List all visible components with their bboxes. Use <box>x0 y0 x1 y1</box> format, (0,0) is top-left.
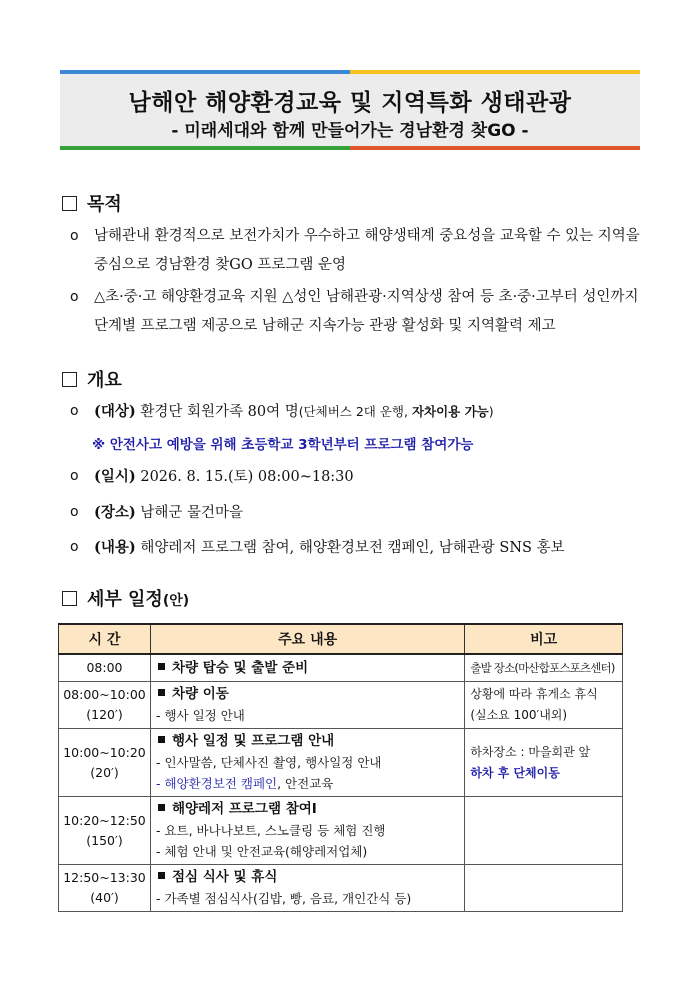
circle-bullet-icon: o <box>70 504 79 520</box>
content-cell: 차량 이동 - 행사 일정 안내 <box>150 682 464 729</box>
square-bullet-icon <box>158 872 165 879</box>
title-bar-blue <box>60 70 350 74</box>
overview-date: o (일시) 2026. 8. 15.(토) 08:00~18:30 <box>70 462 650 492</box>
title-bar-red <box>350 146 640 150</box>
circle-bullet-icon: o <box>70 468 79 484</box>
overview-target: o (대상) 환경단 회원가족 80여 명(단체버스 2대 운행, 자차이용 가능) <box>70 397 650 427</box>
circle-bullet-icon: o <box>70 539 79 555</box>
title-bar-yellow <box>350 70 640 74</box>
column-header-time: 시 간 <box>59 624 151 654</box>
table-row <box>59 682 623 729</box>
square-bullet-icon <box>158 736 165 743</box>
checkbox-square-icon <box>62 591 77 606</box>
time-cell: 12:50~13:30 (40′) <box>59 865 151 912</box>
document-subtitle: - 미래세대와 함께 만들어가는 경남환경 찾GO - <box>171 121 529 141</box>
remark-cell: 출발 장소(마산합포스포츠센터) <box>465 654 623 682</box>
checkbox-square-icon <box>62 196 77 211</box>
schedule-table <box>58 623 623 912</box>
circle-bullet-icon: o <box>70 403 79 419</box>
overview-place: o (장소) 남해군 물건마을 <box>70 498 650 528</box>
content-cell: 점심 식사 및 휴식 - 가족별 점심식사(김밥, 빵, 음료, 개인간식 등) <box>150 865 464 912</box>
column-header-remarks: 비고 <box>465 624 623 654</box>
table-header-row <box>59 624 623 654</box>
title-box <box>60 70 640 150</box>
remark-cell: 하차장소 : 마을회관 앞 하차 후 단체이동 <box>465 729 623 797</box>
checkbox-square-icon <box>62 372 77 387</box>
content-cell: 해양레저 프로그램 참여Ⅰ - 요트, 바나나보트, 스노클링 등 체험 진행 - 체험 안내 및 안전교육(해양레저업체) <box>150 797 464 865</box>
table-row <box>59 729 623 797</box>
section-heading-purpose: 목적 <box>62 190 122 216</box>
title-bar-green <box>60 146 350 150</box>
square-bullet-icon <box>158 804 165 811</box>
overview-content: o (내용) 해양레저 프로그램 참여, 해양환경보전 캠페인, 남해관광 SNS 홍보 <box>70 533 650 563</box>
table-row <box>59 797 623 865</box>
purpose-item-2: o △초·중·고 해양환경교육 지원 △성인 남해관광·지역상생 참여 등 초·중·고부터 성인까지 단계별 프로그램 제공으로 남해군 지속가능 관광 활성화 및 지역활력 제고 <box>70 283 650 341</box>
time-cell: 10:20~12:50 (150′) <box>59 797 151 865</box>
time-cell: 08:00~10:00 (120′) <box>59 682 151 729</box>
purpose-item-1: o 남해관내 환경적으로 보전가치가 우수하고 해양생태계 중요성을 교육할 수 있는 지역을 중심으로 경남환경 찾GO 프로그램 운영 <box>70 222 650 280</box>
section-heading-schedule: 세부 일정(안) <box>62 585 189 611</box>
target-label: (대상) <box>94 403 136 420</box>
safety-note: ※ 안전사고 예방을 위해 초등학교 3학년부터 프로그램 참여가능 <box>92 437 474 453</box>
remark-cell <box>465 797 623 865</box>
target-text: 환경단 회원가족 80여 명 <box>140 404 299 420</box>
content-cell: 차량 탑승 및 출발 준비 <box>150 654 464 682</box>
circle-bullet-icon: o <box>70 228 79 244</box>
column-header-content: 주요 내용 <box>150 624 464 654</box>
table-row <box>59 654 623 682</box>
content-cell: 행사 일정 및 프로그램 안내 - 인사말씀, 단체사진 촬영, 행사일정 안내 - 해양환경보전 캠페인, 안전교육 <box>150 729 464 797</box>
remark-cell: 상황에 따라 휴게소 휴식 (실소요 100′내외) <box>465 682 623 729</box>
square-bullet-icon <box>158 663 165 670</box>
time-cell: 10:00~10:20 (20′) <box>59 729 151 797</box>
document-title: 남해안 해양환경교육 및 지역특화 생태관광 <box>128 90 572 116</box>
section-heading-overview: 개요 <box>62 366 122 392</box>
time-cell: 08:00 <box>59 654 151 682</box>
circle-bullet-icon: o <box>70 289 79 305</box>
remark-cell <box>465 865 623 912</box>
square-bullet-icon <box>158 689 165 696</box>
table-row <box>59 865 623 912</box>
